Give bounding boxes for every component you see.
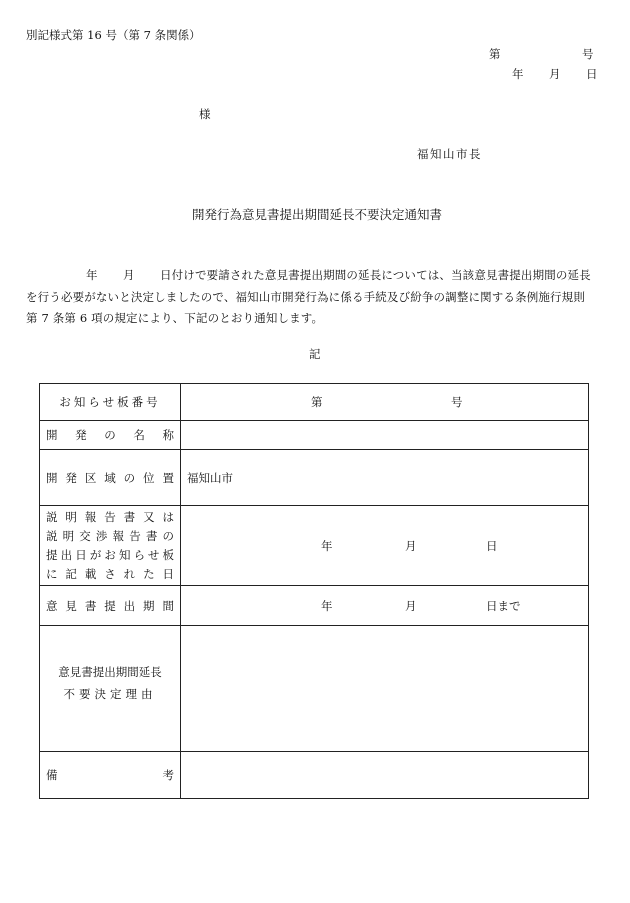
- notice-table: [39, 383, 589, 799]
- label-char: 間: [162, 598, 174, 613]
- form-number: 別記様式第 16 号（第 7 条関係）: [26, 28, 201, 42]
- remarks-value[interactable]: [181, 752, 589, 799]
- label-line: に記載された日: [46, 566, 174, 581]
- label-bulletin-number: お知らせ板番号: [59, 395, 161, 409]
- label-char: の: [123, 470, 136, 485]
- body-line-1: 日付けで要請された意見書提出期間の延長については、当該意見書提出期間の延長: [160, 268, 591, 282]
- report-date-month: 月: [405, 538, 417, 553]
- label-line: 意見書提出期間延長: [58, 664, 162, 679]
- label-char: 置: [162, 470, 174, 485]
- table-row: [40, 384, 589, 421]
- label-char: 期: [143, 598, 155, 613]
- label-cell: [40, 384, 181, 421]
- label-line: 説明交渉報告書の: [46, 528, 174, 543]
- report-date-day: 日: [486, 538, 498, 553]
- addressee-suffix: 様: [199, 107, 211, 121]
- label-remarks: [40, 767, 180, 783]
- label-char: 開: [46, 470, 58, 485]
- label-char: 備: [46, 768, 58, 782]
- body-line-3: 第 7 条第 6 項の規定により、下記のとおり通知します。: [26, 311, 324, 325]
- report-date-value[interactable]: [181, 506, 589, 586]
- sender-name: 福知山市長: [417, 147, 482, 161]
- doc-number-prefix: 第: [489, 47, 501, 61]
- bulletin-number-prefix: 第: [311, 395, 323, 409]
- label-char: 出: [123, 598, 136, 613]
- label-char: の: [104, 428, 116, 442]
- label-no-extension-reason: [40, 661, 180, 705]
- development-location-value[interactable]: [181, 450, 589, 506]
- document-title: 開発行為意見書提出期間延長不要決定通知書: [192, 207, 443, 222]
- label-cell: [40, 752, 181, 799]
- no-extension-reason-value[interactable]: [181, 626, 589, 752]
- label-line: 不要決定理由: [63, 686, 157, 701]
- label-char: 位: [143, 470, 155, 485]
- doc-number-suffix: 号: [582, 47, 594, 61]
- label-char: 区: [84, 470, 97, 485]
- label-line: 提出日がお知らせ板: [46, 547, 174, 562]
- label-char: 見: [65, 598, 77, 613]
- period-day-until: 日まで: [486, 598, 521, 613]
- period-year: 年: [321, 598, 333, 613]
- report-date-year: 年: [321, 538, 333, 553]
- date-day: 日: [586, 67, 598, 81]
- body-year: 年: [86, 268, 98, 282]
- body-line-2: を行う必要がないと決定しましたので、福知山市開発行為に係る手続及び紛争の調整に関する条例施行規則: [26, 290, 585, 304]
- label-char: 意: [46, 598, 58, 613]
- period-month: 月: [405, 598, 417, 613]
- label-cell: [40, 626, 181, 752]
- development-name-value[interactable]: [181, 421, 589, 450]
- label-development-location: [40, 470, 180, 486]
- label-char: 発: [75, 428, 87, 442]
- table-row: [40, 626, 589, 752]
- bulletin-number-suffix: 号: [451, 395, 463, 409]
- body-month: 月: [123, 268, 135, 282]
- label-development-name: [40, 427, 180, 443]
- ki-marker: 記: [309, 347, 321, 361]
- table-row: [40, 421, 589, 450]
- label-cell: [40, 450, 181, 506]
- label-char: 考: [162, 768, 174, 782]
- label-cell: [40, 586, 181, 626]
- label-char: 名: [133, 428, 145, 442]
- label-char: 書: [84, 598, 97, 613]
- label-char: 提: [104, 598, 116, 613]
- label-line: 説明報告書又は: [46, 509, 174, 524]
- label-opinion-period: [40, 598, 180, 614]
- label-char: 開: [46, 428, 58, 442]
- opinion-period-value[interactable]: [181, 586, 589, 626]
- value-cell: [181, 384, 589, 421]
- label-char: 称: [162, 428, 174, 442]
- label-cell: [40, 506, 181, 586]
- date-year: 年: [512, 67, 524, 81]
- label-char: 発: [65, 470, 77, 485]
- label-report-date: [40, 508, 180, 584]
- table-row: [40, 752, 589, 799]
- location-text: 福知山市: [187, 470, 233, 485]
- date-month: 月: [549, 67, 561, 81]
- label-char: 域: [104, 470, 116, 485]
- label-cell: [40, 421, 181, 450]
- table-row: [40, 586, 589, 626]
- table-row: [40, 450, 589, 506]
- table-row: [40, 506, 589, 586]
